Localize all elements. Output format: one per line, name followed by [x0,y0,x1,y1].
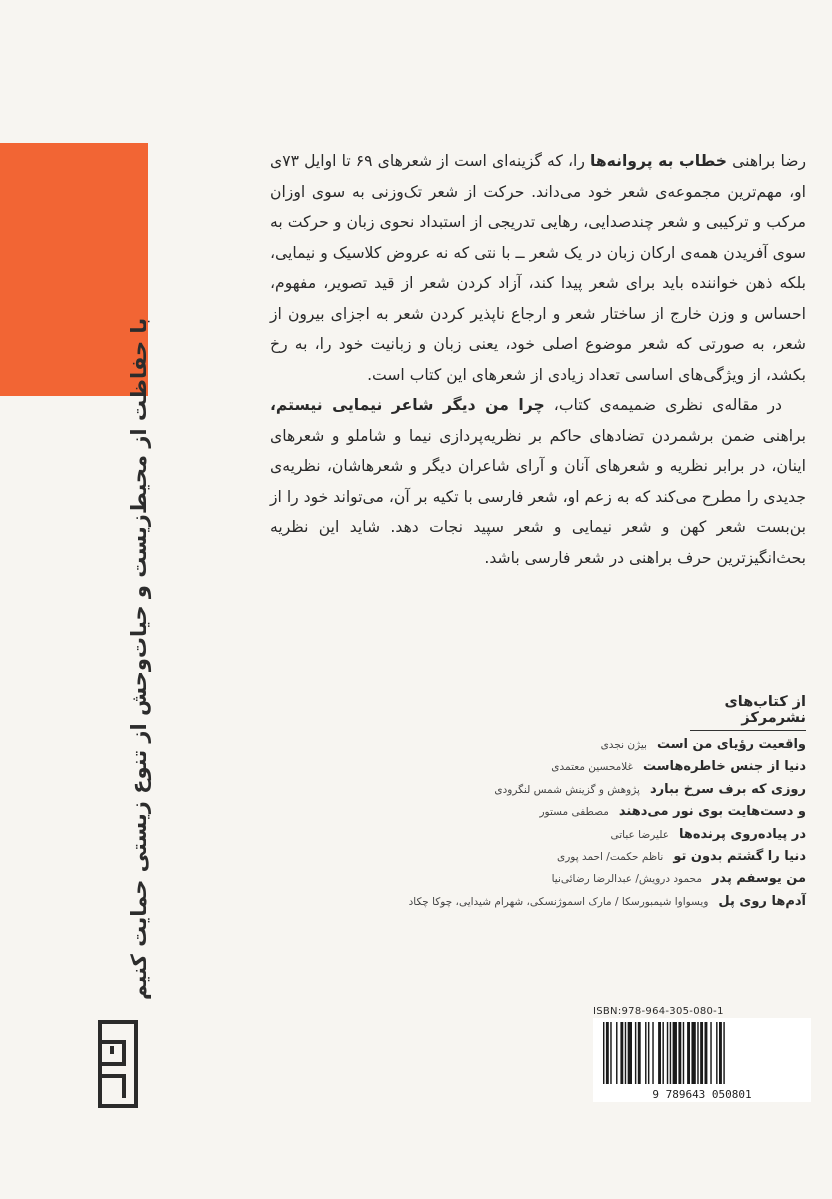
barcode-bar [635,1022,636,1084]
catalog-book-author: علیرضا عباتی [610,828,669,841]
barcode-bar [652,1022,653,1084]
barcode-bar [723,1022,724,1084]
barcode-bar [638,1022,641,1084]
back-cover-blurb [270,146,806,573]
catalog-book [290,782,806,804]
barcode-bar [603,1022,604,1084]
barcode-bar [667,1022,668,1084]
barcode-bar [606,1022,609,1084]
barcode-digits: 9 789643 050801 [652,1088,752,1101]
catalog-title: از کتاب‌های نشرمرکز [690,694,806,731]
catalog-book [290,894,806,916]
barcode-bar [620,1022,623,1084]
catalog-book-author: غلامحسین معتمدی [551,761,633,774]
barcode-bar [648,1022,649,1084]
catalog-book [290,871,806,893]
blurb-text-2a: در مقاله‌ی نظری ضمیمه‌ی کتاب، [553,396,782,414]
barcode-bar [705,1022,708,1084]
essay-title: چرا من دیگر شاعر نیمایی نیستم، [270,396,545,414]
barcode-bar [658,1022,661,1084]
barcode-bar [697,1022,698,1084]
catalog-book [290,849,806,871]
barcode-bar [670,1022,671,1084]
book-title: خطاب به پروانه‌ها [589,152,728,170]
catalog-book-title: واقعیت رؤیای من است [656,737,806,752]
barcode-bar [719,1022,722,1084]
barcode-bar [610,1022,611,1084]
catalog-book-author: بیژن نجدی [600,739,647,751]
catalog-book-title: در پیاده‌روی پرنده‌ها [678,826,806,842]
catalog-book [290,759,806,781]
barcode-bar [616,1022,617,1084]
blurb-text-2b: براهنی ضمن برشمردن تضادهای حاکم بر نظریه‌پردازی نیما و شاملو و شعرهای اینان، در برابر نظریه و شعرهای آنان و آرای شاعران دیگر و شعرهاشان، نظریه‌ی جدیدی را مطرح می‌کند که به زعم او، شعر فارسی با تکیه بر آن، می‌تواند خود را از بن‌بست شعر کهن و شعر نیمایی و شعر سپید نجات دهد. شاید این نظریه بحث‌انگیزترین حرف براهنی در شعر فارسی باشد. [270,426,806,567]
catalog-book-title: دنیا را گشتم بدون تو [673,848,806,864]
barcode-bar [645,1022,646,1084]
barcode-bar [683,1022,684,1084]
environment-slogan: با حفاظت از محیط‌زیست و حیات‌وحش از تنوع زیستی حمایت کنیم [127,317,151,1000]
catalog-book-title: من یوسفم پدر [711,871,806,887]
catalog-book-title: دنیا از جنس خاطره‌هاست [642,759,806,775]
catalog-book [290,804,806,826]
barcode-bar [673,1022,677,1084]
catalog-book-author: پژوهش و گزینش شمس لنگرودی [494,783,640,796]
barcode-bar [700,1022,703,1084]
catalog-book-title: روزی که برف سرخ ببارد [649,781,806,797]
publisher-catalog [290,694,806,916]
catalog-book-author: ناظم حکمت/ احمد پوری [557,850,664,863]
blurb-paragraph-2 [270,390,806,573]
catalog-book [290,737,806,759]
barcode-bar [628,1022,632,1084]
barcode-bar [691,1022,695,1084]
barcode-bars [603,1022,725,1084]
barcode-bar [678,1022,681,1084]
barcode-bar [687,1022,690,1084]
barcode-bar [625,1022,626,1084]
blurb-text-1: را، که گزینه‌ای است از شعرهای ۶۹ تا اوایل ۷۳ی او، مهم‌ترین مجموعه‌ی شعر خود می‌داند. حرکت از شعر تک‌وزنی به سوی اوزان مرکب و ترکیبی و شعر چندصدایی، رهایی تدریجی از استبداد نحوی زبان و حرکت به سوی آفریدن همه‌ی ارکان زبان در یک شعر ــ با نتی که نه عروض کلاسیک و نیمایی، بلکه ذهن خواننده باید برای شعر پیدا کند، آزاد کردن شعر از قید تصویر، مفهوم، احساس و وزن خارج از ساختار شعر و ارجاع ناپذیر کردن شعر به اجزای بیرون از شعر، به صورتی که شعر موضوع اصلی خود، یعنی زبان و زبانیت خود را، به رخ بکشد، از ویژگی‌های اساسی تعداد زیادی از شعرهای این کتاب است. [270,152,806,384]
publisher-logo-icon [94,1018,142,1110]
barcode-bar [716,1022,717,1084]
barcode-bar [710,1022,711,1084]
catalog-book [290,827,806,849]
catalog-book-title: آدم‌ها روی پل [718,893,806,909]
catalog-book-author: محمود درویش/ عبدالرضا رضائی‌نیا [551,873,702,886]
catalog-book-author: مصطفی مستور [539,806,609,819]
blurb-paragraph-1 [270,146,806,390]
barcode-bar [662,1022,663,1084]
catalog-book-title: و دست‌هایت بوی نور می‌دهند [618,804,806,820]
orange-color-block [0,143,148,396]
catalog-book-author: ویسواوا شیمبورسکا / مارک اسموژنسکی، شهرام شیدایی، چوکا چکاد [408,895,709,908]
author-name: رضا براهنی [732,152,806,170]
isbn-number: ISBN:978-964-305-080-1 [593,1006,724,1017]
barcode [593,1018,811,1102]
